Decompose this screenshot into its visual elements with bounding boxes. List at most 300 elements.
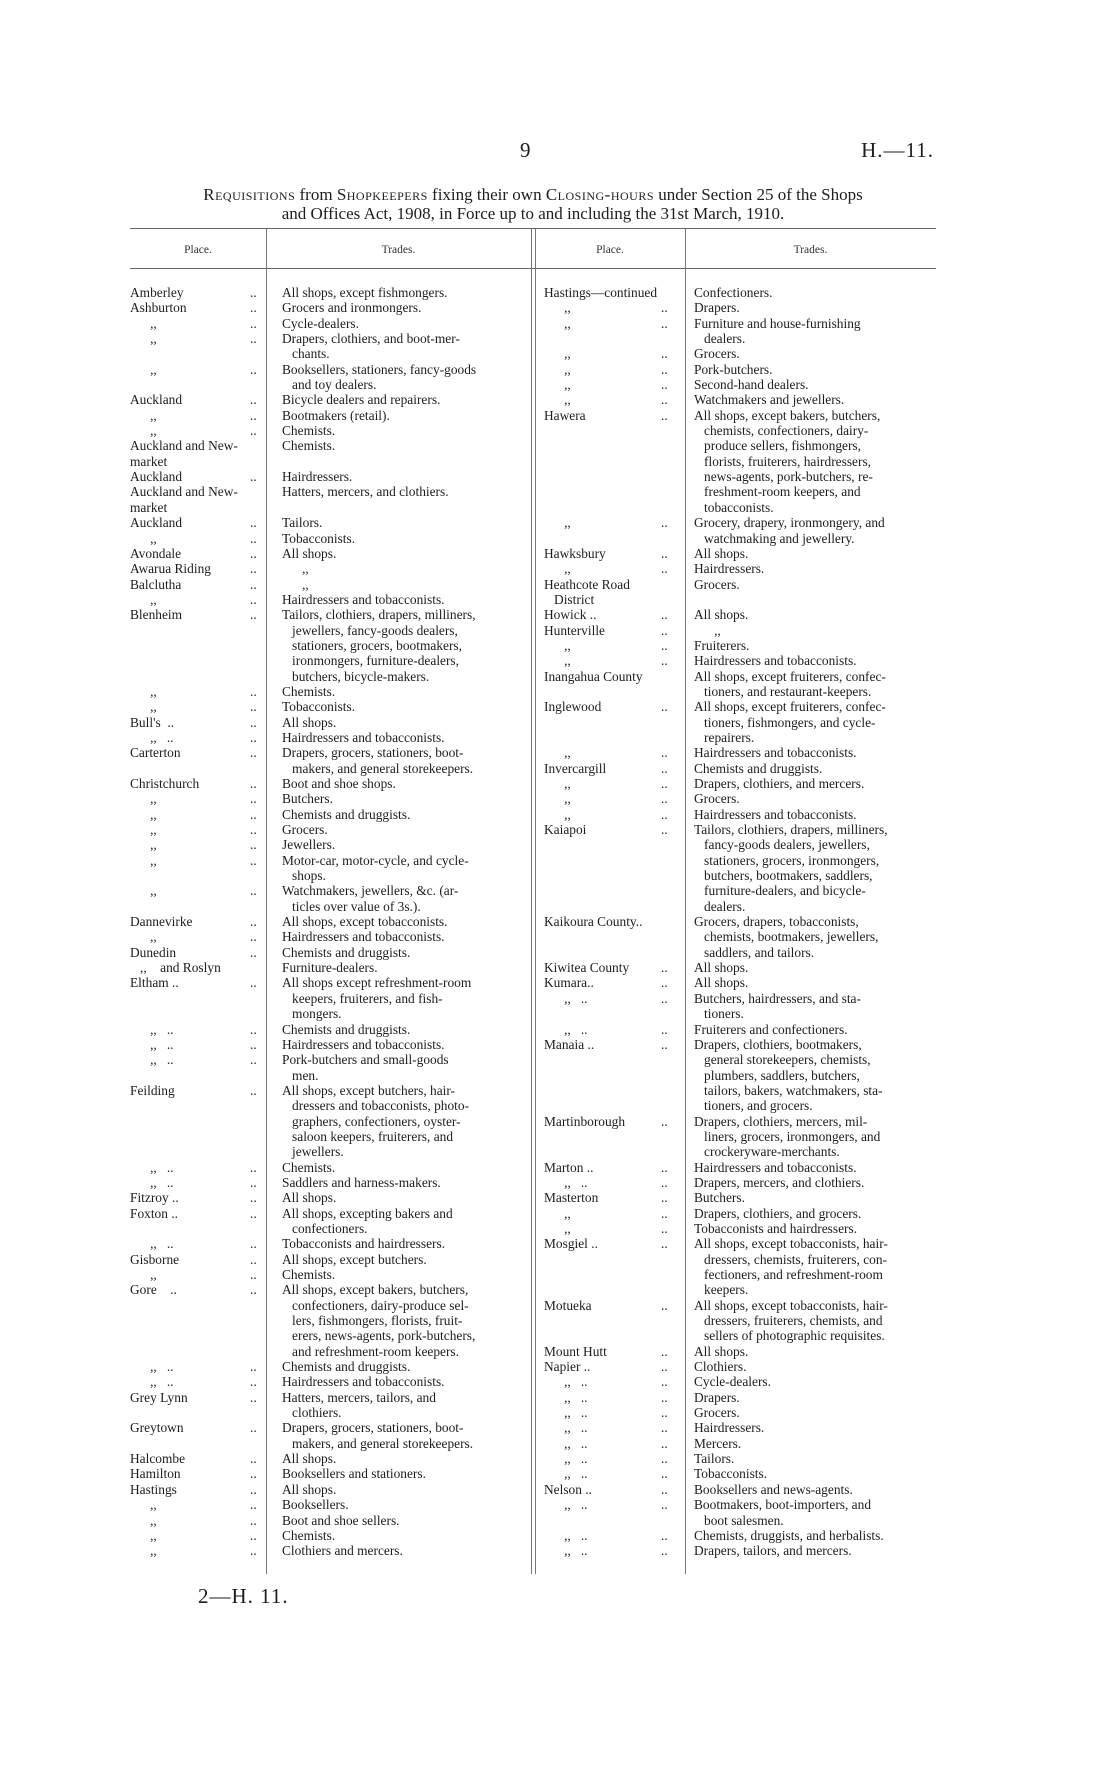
place-cell: Hamilton <box>130 1466 181 1482</box>
leader-dots: .. <box>661 745 668 761</box>
leader-dots: .. <box>250 806 257 822</box>
place-cell: Kiwitea County <box>544 960 630 976</box>
trade-cell: Tailors. <box>694 1451 735 1467</box>
leader-dots: .. <box>250 1036 257 1052</box>
leader-dots: .. <box>661 561 668 577</box>
leader-dots: .. <box>661 776 668 791</box>
trade-cell: Clothiers. <box>694 1359 747 1375</box>
leader-dots: .. <box>250 607 257 623</box>
place-cell: ,, .. <box>130 1021 174 1037</box>
table-row <box>130 883 528 914</box>
trade-cell: All shops, except butchers, hair- dressers and tobacconists, photo- graphers, confectioners, oyster- saloon keepers, fruiterers, and jewellers. <box>282 1082 470 1160</box>
table-row <box>544 1466 936 1481</box>
leader-dots: .. <box>661 607 668 623</box>
trade-cell: All shops, except tobacconists. <box>282 914 448 930</box>
table-row <box>544 1298 936 1344</box>
place-cell: ,, <box>544 791 571 807</box>
trade-cell: Hairdressers and tobacconists. <box>694 806 857 822</box>
trade-cell: Chemists and druggists. <box>694 760 823 776</box>
place-cell: ,, .. <box>544 1021 588 1037</box>
place-cell: ,, <box>130 591 157 607</box>
leader-dots: .. <box>661 407 668 423</box>
place-cell: ,, .. <box>544 1374 588 1390</box>
place-cell: Amberley <box>130 285 184 300</box>
leader-dots: .. <box>250 1282 257 1298</box>
leader-dots: .. <box>661 346 668 362</box>
place-cell: ,, <box>130 699 157 715</box>
table-row <box>544 1022 936 1037</box>
title-word-requisitions: Requisitions <box>203 185 296 204</box>
table-row <box>130 1420 528 1451</box>
leader-dots: .. <box>661 1389 668 1405</box>
trade-cell: Tobacconists. <box>694 1466 768 1482</box>
leader-dots: .. <box>661 1466 668 1482</box>
table-row <box>130 592 528 607</box>
table-row <box>130 607 528 684</box>
place-cell: Nelson .. <box>544 1481 592 1497</box>
title-line-2: and Offices Act, 1908, in Force up to and including the 31st March, 1910. <box>281 204 785 223</box>
page-number: 9 <box>520 138 531 162</box>
trade-cell: All shops. <box>694 975 749 991</box>
table-row <box>130 1528 528 1543</box>
leader-dots: .. <box>250 515 257 531</box>
trade-cell: Tobacconists. <box>282 530 356 546</box>
trade-cell: Saddlers and harness-makers. <box>282 1174 441 1190</box>
trade-cell: Fruiterers. <box>694 637 750 653</box>
table-row <box>544 822 936 914</box>
trade-cell: Chemists and druggists. <box>282 1359 411 1375</box>
table-row <box>130 1451 528 1466</box>
place-cell: Mosgiel .. <box>544 1236 598 1252</box>
place-cell: Feilding <box>130 1082 175 1098</box>
table-row <box>130 1497 528 1512</box>
place-cell: Christchurch <box>130 776 200 791</box>
trade-cell: Watchmakers and jewellers. <box>694 392 845 408</box>
table-row <box>130 438 528 469</box>
leader-dots: .. <box>250 683 257 699</box>
table-top-rule <box>130 228 936 229</box>
table-row <box>130 1282 528 1359</box>
right-table-column <box>544 285 936 1559</box>
leader-dots: .. <box>661 1174 668 1190</box>
table-row <box>544 653 936 668</box>
place-cell: Eltham .. <box>130 975 179 991</box>
trade-cell: Second-hand dealers. <box>694 377 809 393</box>
table-row <box>544 316 936 347</box>
trade-cell: All shops, except tobacconists, hair- dressers, chemists, fruiterers, con- fectioners, and refreshment-room keepers. <box>694 1236 888 1298</box>
table-row <box>130 929 528 944</box>
table-row <box>130 561 528 576</box>
place-cell: Hastings—continued <box>544 285 658 300</box>
trade-cell: Grocers. <box>694 791 740 807</box>
leader-dots: .. <box>661 545 668 561</box>
place-cell: ,, .. <box>544 1451 588 1467</box>
place-cell: Gore .. <box>130 1282 177 1298</box>
trade-cell: Booksellers and news-agents. <box>694 1481 853 1497</box>
trade-cell: Hatters, mercers, and clothiers. <box>282 484 449 500</box>
place-cell: Napier .. <box>544 1359 591 1375</box>
trade-cell: Drapers, tailors, and mercers. <box>694 1543 852 1559</box>
trade-cell: Furniture and house-furnishing dealers. <box>694 315 861 347</box>
place-cell: Auckland <box>130 469 183 485</box>
page-header <box>0 138 1114 168</box>
trade-cell: All shops. <box>694 1343 749 1359</box>
leader-dots: .. <box>250 776 257 791</box>
place-cell: ,, <box>130 1497 157 1513</box>
leader-dots: .. <box>661 1205 668 1221</box>
table-row <box>544 761 936 776</box>
trade-cell: Chemists and druggists. <box>282 1021 411 1037</box>
table-row <box>544 1037 936 1114</box>
place-cell: ,, .. <box>544 1389 588 1405</box>
leader-dots: .. <box>250 791 257 807</box>
trade-cell: All shops. <box>282 1451 337 1467</box>
trade-cell: Tobacconists and hairdressers. <box>694 1220 858 1236</box>
table-row <box>130 745 528 776</box>
table-row <box>544 1221 936 1236</box>
table-row <box>544 914 936 960</box>
leader-dots: .. <box>250 1420 257 1436</box>
leader-dots: .. <box>661 1036 668 1052</box>
place-cell: Dunedin <box>130 944 177 960</box>
place-cell: Auckland <box>130 392 183 408</box>
leader-dots: .. <box>250 423 257 439</box>
place-cell: ,, <box>544 806 571 822</box>
table-row <box>544 1405 936 1420</box>
leader-dots: .. <box>661 622 668 638</box>
table-row <box>544 362 936 377</box>
trade-cell: Pork-butchers. <box>694 361 773 377</box>
trade-cell: Butchers. <box>282 791 333 807</box>
place-cell: ,, .. <box>544 1527 588 1543</box>
place-cell: Auckland and New- market <box>130 438 238 469</box>
place-cell: ,, <box>130 1512 157 1528</box>
table-row <box>544 623 936 638</box>
trade-cell: Drapers, clothiers, and grocers. <box>694 1205 862 1221</box>
leader-dots: .. <box>661 806 668 822</box>
table-row <box>544 745 936 760</box>
place-cell: Kumara.. <box>544 975 594 991</box>
trade-cell: Chemists. <box>282 423 336 439</box>
trade-cell: Grocers. <box>282 822 328 838</box>
trade-cell: Chemists. <box>282 438 336 454</box>
trade-cell: Chemists and druggists. <box>282 944 411 960</box>
place-cell: Blenheim <box>130 607 183 623</box>
place-cell: ,, <box>130 822 157 838</box>
leader-dots: .. <box>661 377 668 393</box>
trade-cell: Drapers, mercers, and clothiers. <box>694 1174 865 1190</box>
trade-cell: Butchers. <box>694 1190 745 1206</box>
trade-cell: All shops, except bakers, butchers, chemists, confectioners, dairy- produce sellers, fishmongers, florists, fruiterers, hairdressers, news-agents, pork-butchers, re- freshment-room keepers, and tobacconists. <box>694 407 881 515</box>
table-row <box>130 1083 528 1160</box>
table-row <box>544 807 936 822</box>
leader-dots: .. <box>250 1481 257 1497</box>
place-cell: Auckland and New- market <box>130 484 238 515</box>
trade-cell: Hairdressers and tobacconists. <box>282 1374 445 1390</box>
place-cell: ,, .. <box>544 990 588 1006</box>
leader-dots: .. <box>661 960 668 976</box>
leader-dots: .. <box>661 653 668 669</box>
place-cell: Greytown <box>130 1420 184 1436</box>
trade-cell: All shops, except fruiterers, confec- tioners, and restaurant-keepers. <box>694 668 886 699</box>
place-cell: Invercargill <box>544 760 607 776</box>
trade-cell: Hairdressers and tobacconists. <box>282 929 445 945</box>
table-row <box>130 1206 528 1237</box>
leader-dots: .. <box>661 1220 668 1236</box>
table-row <box>130 515 528 530</box>
table-row <box>130 1190 528 1205</box>
left-table-column <box>130 285 528 1559</box>
trade-cell: Tailors, clothiers, drapers, milliners, jewellers, fancy-goods dealers, stationers, grocers, bootmakers, ironmongers, furniture-dealers, butchers, bicycle-makers. <box>282 607 476 684</box>
table-row <box>544 791 936 806</box>
place-cell: ,, <box>544 392 571 408</box>
place-cell: ,, <box>544 361 571 377</box>
header-bottom-rule <box>130 268 936 269</box>
place-cell: Manaia .. <box>544 1036 595 1052</box>
trade-cell: Bootmakers, boot-importers, and boot salesmen. <box>694 1497 872 1528</box>
table-row <box>130 392 528 407</box>
trade-cell: Fruiterers and confectioners. <box>694 1021 848 1037</box>
place-cell: ,, .. <box>544 1420 588 1436</box>
table-row <box>130 546 528 561</box>
column-header-trades: Trades. <box>793 244 828 256</box>
trade-cell: Booksellers. <box>282 1497 349 1513</box>
leader-dots: .. <box>250 545 257 561</box>
table-row <box>130 1374 528 1389</box>
trade-cell: Chemists. <box>282 1527 336 1543</box>
leader-dots: .. <box>250 530 257 546</box>
trade-cell: Boot and shoe shops. <box>282 776 396 791</box>
leader-dots: .. <box>250 822 257 838</box>
trade-cell: All shops, excepting bakers and confectioners. <box>282 1205 453 1236</box>
leader-dots: .. <box>250 300 257 316</box>
place-cell: ,, <box>130 791 157 807</box>
leader-dots: .. <box>250 699 257 715</box>
trade-cell: Drapers, clothiers, and boot-mer- chants. <box>282 331 460 362</box>
leader-dots: .. <box>250 1190 257 1206</box>
table-row <box>130 822 528 837</box>
table-row <box>544 577 936 608</box>
trade-cell: Furniture-dealers. <box>282 960 378 976</box>
table-row <box>544 1114 936 1160</box>
place-cell: ,, <box>544 515 571 531</box>
trade-cell: Hairdressers and tobacconists. <box>694 745 857 761</box>
table-row <box>544 1390 936 1405</box>
trade-cell: Chemists. <box>282 683 336 699</box>
trade-cell: Drapers, clothiers, mercers, mil- liners, grocers, ironmongers, and crockeryware-merchants. <box>694 1113 881 1160</box>
table-row <box>544 1190 936 1205</box>
leader-dots: .. <box>250 1021 257 1037</box>
trade-cell: Hairdressers and tobacconists. <box>694 1159 857 1175</box>
table-row <box>544 975 936 990</box>
leader-dots: .. <box>661 1435 668 1451</box>
table-row <box>130 776 528 791</box>
trade-cell: Grocers. <box>694 1405 740 1421</box>
column-header-place: Place. <box>596 244 624 256</box>
leader-dots: .. <box>250 591 257 607</box>
leader-dots: .. <box>661 300 668 316</box>
place-cell: ,, .. <box>130 1036 174 1052</box>
place-cell: ,, .. <box>130 1359 174 1375</box>
trade-cell: Chemists. <box>282 1159 336 1175</box>
place-cell: ,, and Roslyn <box>130 960 221 976</box>
trade-cell: Hairdressers. <box>694 561 765 577</box>
place-cell: ,, <box>130 423 157 439</box>
trade-cell: All shops. <box>282 714 337 730</box>
trade-cell: Clothiers and mercers. <box>282 1543 403 1559</box>
table-row <box>130 1052 528 1083</box>
table-row <box>544 1543 936 1558</box>
trade-cell: Booksellers, stationers, fancy-goods and toy dealers. <box>282 361 477 393</box>
table-row <box>130 362 528 393</box>
table-row <box>544 638 936 653</box>
place-cell: Bull's .. <box>130 714 175 730</box>
trade-cell: Hatters, mercers, tailors, and clothiers. <box>282 1389 436 1421</box>
place-cell: ,, .. <box>130 1159 174 1175</box>
leader-dots: .. <box>250 914 257 930</box>
table-row <box>130 1160 528 1175</box>
place-cell: ,, <box>544 1220 571 1236</box>
place-cell: ,, <box>130 683 157 699</box>
trade-cell: Tobacconists. <box>282 699 356 715</box>
table-row <box>130 975 528 1021</box>
leader-dots: .. <box>250 1466 257 1482</box>
trade-cell: ,, <box>694 622 721 638</box>
leader-dots: .. <box>661 1451 668 1467</box>
leader-dots: .. <box>250 576 257 592</box>
trade-cell: ,, <box>282 561 309 577</box>
leader-dots: .. <box>250 1451 257 1467</box>
leader-dots: .. <box>250 1359 257 1375</box>
table-row <box>130 300 528 315</box>
place-cell: ,, <box>544 637 571 653</box>
footer-signature: 2—H. 11. <box>198 1584 289 1608</box>
trade-cell: Bootmakers (retail). <box>282 407 390 423</box>
trade-cell: All shops, except tobacconists, hair- dressers, fruiterers, chemists, and sellers of photographic requisites. <box>694 1297 888 1344</box>
leader-dots: .. <box>661 760 668 776</box>
leader-dots: .. <box>661 1374 668 1390</box>
table-row <box>130 1466 528 1481</box>
place-cell: Kaiapoi <box>544 822 587 838</box>
table-row <box>130 837 528 852</box>
trade-cell: Chemists and druggists. <box>282 806 411 822</box>
place-cell: ,, <box>544 745 571 761</box>
table-row <box>130 914 528 929</box>
trade-cell: Grocers. <box>694 346 740 362</box>
trade-cell: Drapers, clothiers, bootmakers, general storekeepers, chemists, plumbers, saddlers, butchers, tailors, bakers, watchmakers, sta- tioners, and grocers. <box>694 1036 883 1114</box>
leader-dots: .. <box>661 1113 668 1129</box>
leader-dots: .. <box>661 1543 668 1559</box>
place-cell: Marton .. <box>544 1159 594 1175</box>
leader-dots: .. <box>250 331 257 347</box>
title-line-1 <box>130 185 936 204</box>
trade-cell: Hairdressers and tobacconists. <box>694 653 857 669</box>
table-row <box>544 392 936 407</box>
table-row <box>544 960 936 975</box>
place-cell: ,, <box>544 1205 571 1221</box>
leader-dots: .. <box>661 1343 668 1359</box>
table-row <box>544 346 936 361</box>
table-row <box>130 699 528 714</box>
table-row <box>544 1528 936 1543</box>
leader-dots: .. <box>250 944 257 960</box>
place-cell: Balclutha <box>130 576 182 592</box>
table-row <box>544 1451 936 1466</box>
place-cell: Hastings <box>130 1481 177 1497</box>
leader-dots: .. <box>661 1159 668 1175</box>
table-row <box>130 484 528 515</box>
table-row <box>130 1267 528 1282</box>
table-row <box>130 715 528 730</box>
table-row <box>130 1236 528 1251</box>
table-title <box>130 185 936 223</box>
trade-cell: All shops. <box>694 607 749 623</box>
table-row <box>130 469 528 484</box>
trade-cell: Tobacconists and hairdressers. <box>282 1236 446 1252</box>
table-row <box>544 1206 936 1221</box>
leader-dots: .. <box>661 1297 668 1313</box>
place-cell: Fitzroy .. <box>130 1190 179 1206</box>
place-cell: Mount Hutt <box>544 1343 607 1359</box>
trade-cell: Mercers. <box>694 1435 742 1451</box>
trade-cell: Hairdressers and tobacconists. <box>282 729 445 745</box>
trade-cell: Bicycle dealers and repairers. <box>282 392 441 408</box>
leader-dots: .. <box>661 361 668 377</box>
leader-dots: .. <box>661 822 668 838</box>
place-cell: ,, <box>130 407 157 423</box>
leader-dots: .. <box>250 1374 257 1390</box>
place-cell: ,, .. <box>544 1435 588 1451</box>
leader-dots: .. <box>250 1512 257 1528</box>
leader-dots: .. <box>250 1543 257 1559</box>
trade-cell: All shops. <box>694 545 749 561</box>
leader-dots: .. <box>250 469 257 485</box>
leader-dots: .. <box>250 1389 257 1405</box>
place-cell: Avondale <box>130 545 182 561</box>
table-row <box>130 1175 528 1190</box>
leader-dots: .. <box>661 1190 668 1206</box>
title-word: from <box>295 185 337 204</box>
place-cell: Carterton <box>130 745 181 761</box>
place-cell: ,, <box>130 883 157 899</box>
trade-cell: Grocery, drapery, ironmongery, and watchmaking and jewellery. <box>694 515 885 546</box>
table-row <box>130 1037 528 1052</box>
trade-cell: Tailors, clothiers, drapers, milliners, fancy-goods dealers, jewellers, stationers, grocers, ironmongers, butchers, bootmakers, saddlers, furniture-dealers, and bicycle- dealers. <box>694 822 888 914</box>
leader-dots: .. <box>661 990 668 1006</box>
table-row <box>544 300 936 315</box>
column-header-place: Place. <box>184 244 212 256</box>
place-cell: ,, <box>130 1543 157 1559</box>
title-word: fixing their own <box>427 185 546 204</box>
table-row <box>130 316 528 331</box>
place-cell: ,, <box>130 361 157 377</box>
place-cell: Auckland <box>130 515 183 531</box>
trade-cell: Tailors. <box>282 515 323 531</box>
leader-dots: .. <box>250 361 257 377</box>
trade-cell: Jewellers. <box>282 837 336 853</box>
trade-cell: Hairdressers. <box>694 1420 765 1436</box>
leader-dots: .. <box>250 1159 257 1175</box>
place-cell: Hawera <box>544 407 586 423</box>
table-row <box>130 1543 528 1558</box>
trade-cell: Cycle-dealers. <box>282 315 359 331</box>
leader-dots: .. <box>661 315 668 331</box>
leader-dots: .. <box>661 1497 668 1513</box>
trade-cell: Cycle-dealers. <box>694 1374 771 1390</box>
trade-cell: Drapers, grocers, stationers, boot- makers, and general storekeepers. <box>282 1420 474 1451</box>
trade-cell: Drapers, grocers, stationers, boot- makers, and general storekeepers. <box>282 745 474 776</box>
leader-dots: .. <box>661 1405 668 1421</box>
